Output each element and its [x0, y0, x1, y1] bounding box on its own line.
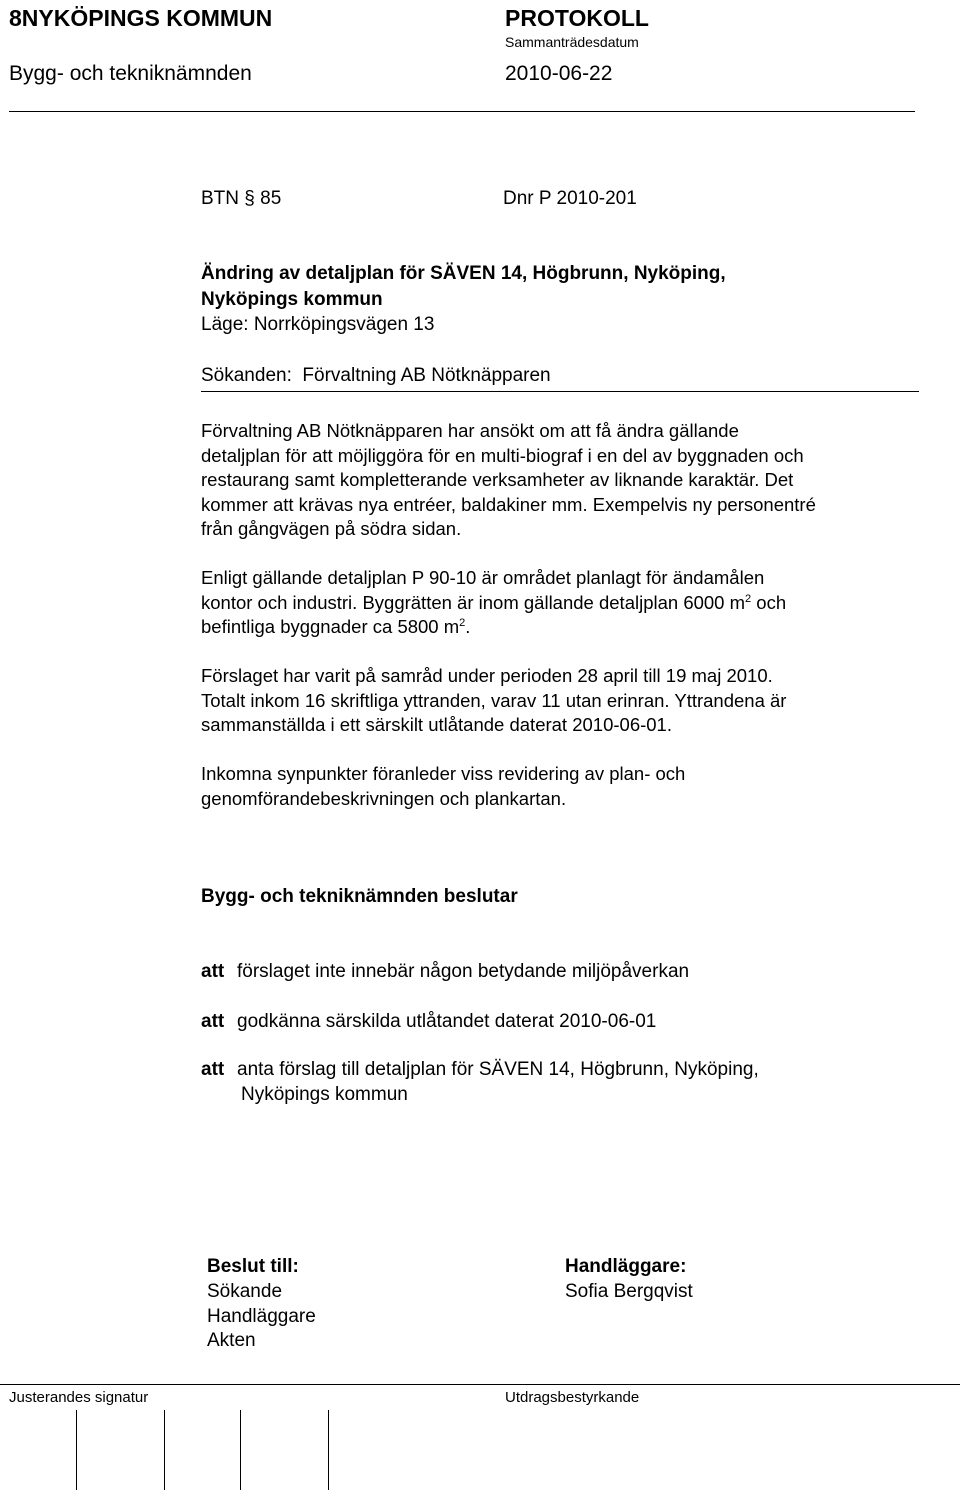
text-line: restaurang samt kompletterande verksamheter av liknande karaktär. Det: [201, 469, 794, 490]
paragraph-application: [201, 419, 921, 542]
text-line: detaljplan för att möjliggöra för en multi-biograf i en del av byggnaden och: [201, 444, 804, 466]
decision-item-3-continuation: Nyköpings kommun: [241, 1084, 408, 1105]
text-fragment: befintliga byggnader ca 5800 m: [201, 616, 460, 637]
superscript: 2: [459, 617, 466, 629]
paragraph-revision: [201, 762, 921, 811]
text-fragment: och: [751, 591, 787, 613]
paragraph-current-plan: [201, 566, 921, 640]
officer-name: Sofia Bergqvist: [565, 1281, 693, 1302]
decision-item-2: [201, 1009, 656, 1034]
decision-to-label: Beslut till:: [207, 1256, 299, 1277]
municipality-name: 8NYKÖPINGS KOMMUN: [9, 5, 273, 31]
att-keyword: att: [201, 961, 225, 982]
text-line: genomförandebeskrivningen och plankartan.: [201, 787, 567, 809]
header-divider: [9, 111, 915, 112]
decision-heading: Bygg- och tekniknämnden beslutar: [201, 886, 518, 907]
case-title-line2: Nyköpings kommun: [201, 289, 383, 310]
text-line: Enligt gällande detaljplan P 90-10 är området planlagt för ändamålen: [201, 567, 765, 588]
signature-box-divider: [240, 1410, 241, 1490]
recipient: Handläggare: [207, 1306, 316, 1327]
committee-name: Bygg- och tekniknämnden: [9, 62, 252, 85]
text-line: Förvaltning AB Nötknäpparen har ansökt om att få ändra gällande: [201, 420, 739, 441]
officer-label: Handläggare:: [565, 1256, 687, 1277]
decision-text: förslaget inte innebär någon betydande miljöpåverkan: [237, 961, 690, 982]
text-line: Totalt inkom 16 skriftliga yttranden, varav 11 utan erinran. Yttrandena är: [201, 689, 787, 711]
recipient: Akten: [207, 1330, 256, 1351]
applicant: Sökanden: Förvaltning AB Nötknäpparen: [201, 365, 551, 386]
text-line: sammanställda i ett särskilt utlåtande daterat 2010-06-01.: [201, 714, 672, 735]
signature-box-divider: [164, 1410, 165, 1490]
paragraph-consultation: [201, 664, 921, 738]
footer-divider: [0, 1384, 960, 1385]
decision-text: godkänna särskilda utlåtandet daterat 2010-06-01: [237, 1011, 657, 1032]
decision-text: anta förslag till detaljplan för SÄVEN 14, Högbrunn, Nyköping,: [237, 1059, 759, 1080]
document-type: PROTOKOLL: [505, 5, 649, 31]
att-keyword: att: [201, 1011, 225, 1032]
text-line: från gångvägen på södra sidan.: [201, 518, 462, 539]
text-line: kommer att krävas nya entréer, baldakiner mm. Exempelvis ny personentré: [201, 493, 816, 515]
text-line: Inkomna synpunkter föranleder viss revidering av plan- och: [201, 763, 686, 784]
meeting-date: 2010-06-22: [505, 62, 613, 85]
text-fragment: kontor och industri. Byggrätten är inom gällande detaljplan 6000 m: [201, 591, 746, 613]
case-number: Dnr P 2010-201: [503, 188, 637, 209]
date-label: Sammanträdesdatum: [505, 34, 639, 50]
decision-item-3: [201, 1057, 759, 1082]
signature-box-divider: [328, 1410, 329, 1490]
signature-box-divider: [76, 1410, 77, 1490]
superscript: 2: [745, 592, 752, 605]
text-line: [201, 615, 921, 640]
location: Läge: Norrköpingsvägen 13: [201, 314, 435, 335]
text-line: [201, 591, 921, 616]
certification-label: Utdragsbestyrkande: [505, 1389, 640, 1406]
text-fragment: .: [465, 616, 471, 637]
text-line: Förslaget har varit på samråd under perioden 28 april till 19 maj 2010.: [201, 665, 773, 686]
recipient: Sökande: [207, 1281, 283, 1302]
signature-label: Justerandes signatur: [9, 1389, 149, 1406]
paragraph-number: BTN § 85: [201, 188, 282, 209]
decision-item-1: [201, 959, 689, 984]
case-title-line1: Ändring av detaljplan för SÄVEN 14, Högbrunn, Nyköping,: [201, 263, 726, 284]
title-divider: [201, 391, 919, 392]
att-keyword: att: [201, 1059, 225, 1080]
